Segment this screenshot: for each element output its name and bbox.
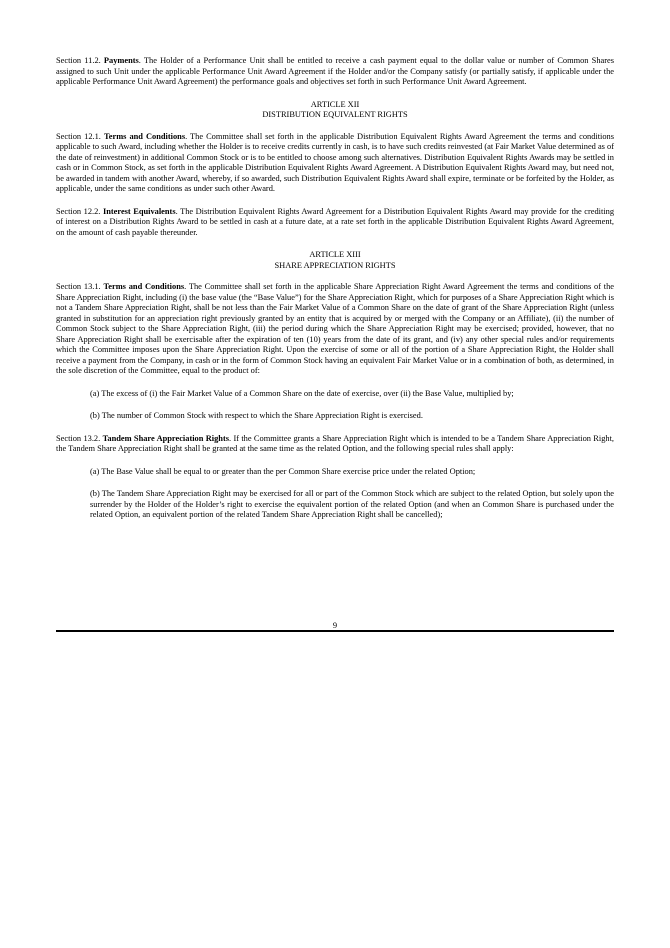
- section-label: Section 12.1.: [56, 131, 101, 141]
- section-label: Section 13.2.: [56, 433, 101, 443]
- article-number: ARTICLE XIII: [309, 250, 361, 259]
- section-label: Section 11.2.: [56, 56, 101, 65]
- section-13-2-item-b: (b) The Tandem Share Appreciation Right may be exercised for all or part of the Common Stock which are subject to the related Option, but solely upon the surrender by the Holder of the Holder’s right to exercise the equivalent portion of the related Option (and when an Common Share is purchased under the related Option, an equivalent portion of the related Tandem Share Appreciation Right shall be cancelled);: [90, 489, 614, 519]
- article-title: DISTRIBUTION EQUIVALENT RIGHTS: [262, 110, 408, 119]
- section-label: Section 12.2.: [56, 206, 101, 216]
- section-heading: Terms and Conditions: [103, 282, 185, 291]
- article-title: SHARE APPRECIATION RIGHTS: [274, 260, 396, 270]
- section-text: . The Distribution Equivalent Rights Award Agreement for a Distribution Equivalent Rights Award may provide for the crediting of interest on a Distribution Rights Award to be settled in cash at a future date, at a rate set forth in the applicable Distribution Equivalent Rights Award Agreement, on the amount of cash payable thereunder.: [56, 206, 615, 237]
- section-13-1: [56, 282, 614, 377]
- section-13-1-item-b: (b) The number of Common Stock with respect to which the Share Appreciation Right is exercised.: [90, 411, 423, 420]
- document-page: [56, 56, 614, 533]
- section-heading: Payments: [103, 56, 139, 65]
- footer-divider: [56, 630, 614, 632]
- section-12-1: [56, 132, 614, 195]
- section-heading: Tandem Share Appreciation Rights: [102, 433, 230, 443]
- section-text: . The Holder of a Performance Unit shall be entitled to receive a cash payment equal to the dollar value or number of Common Shares assigned to such Unit under the applicable Performance Unit Award Agreement if the Holder and/or the Company satisfy (or partially satisfy, if applicable under the applicable Performance Unit Award Agreement) the performance goals and objectives set forth in such Performance Unit Award Agreement.: [56, 56, 614, 86]
- section-text: . The Committee shall set forth in the applicable Share Appreciation Right Award Agreement the terms and conditions of the Share Appreciation Right, including (i) the base value (the “Base Value”) for the Share Appreciation Right, which for purposes of a Share Appreciation Right which is not a Tandem Share Appreciation Right, shall be not less than the Fair Market Value of a Common Share on the date of grant of the Share Appreciation Right (unless granted in substitution for an appreciation right previously granted by an entity that is acquired by or merged with the Company or an Affiliate), (ii) the number of Common Stock subject to the Share Appreciation Right, (iii) the period during which the Share Appreciation Right may be exercised; provided, however, that no Share Appreciation Right shall be exercisable after the expiration of ten (10) years from the date of its grant, and (iv) any other special rules and/or requirements which the Committee imposes upon the Share Appreciation Right. Upon the exercise of some or all of the portion of a Share Appreciation Right, the Holder shall receive a payment from the Company, in cash or in the form of Common Stock having an equivalent Fair Market Value or in a combination of both, as determined, in the sole discretion of the Committee, equal to the product of:: [56, 282, 615, 375]
- article-12-heading: [56, 100, 614, 121]
- section-12-2: [56, 207, 614, 239]
- section-13-1-item-a: (a) The excess of (i) the Fair Market Value of a Common Share on the date of exercise, over (ii) the Base Value, multiplied by;: [90, 388, 514, 398]
- section-heading: Interest Equivalents: [102, 206, 176, 216]
- article-number: ARTICLE XII: [310, 99, 360, 109]
- section-11-2: [56, 56, 614, 88]
- section-heading: Terms and Conditions: [103, 131, 186, 141]
- section-13-2-item-a: (a) The Base Value shall be equal to or greater than the per Common Share exercise price under the related Option;: [90, 466, 476, 476]
- page-number: 9: [332, 621, 338, 630]
- section-text: . If the Committee grants a Share Appreciation Right which is intended to be a Tandem Share Appreciation Right, the Tandem Share Appreciation Right shall be granted at the same time as the related Option, and the following special rules shall apply:: [56, 433, 615, 453]
- article-13-heading: [56, 250, 614, 271]
- section-text: . The Committee shall set forth in the applicable Distribution Equivalent Rights Award Agreement the terms and conditions applicable to such Award, including whether the Holder is to receive credits currently in cash, is to have such credits reinvested (at Fair Market Value determined as of the date of reinvestment) in additional Common Stock or is to be entitled to choose among such alternatives. Distribution Equivalent Rights Awards may be settled in cash or in Common Stock, as set forth in the applicable Distribution Equivalent Rights Award Agreement. A Distribution Equivalent Rights Award may, but need not, be awarded in tandem with another Award, whereby, if so awarded, such Distribution Equivalent Rights Award shall expire, terminate or be forfeited by the Holder, as applicable, under the same conditions as under such other Award.: [56, 131, 615, 193]
- section-label: Section 13.1.: [56, 282, 101, 291]
- section-13-2: [56, 434, 614, 455]
